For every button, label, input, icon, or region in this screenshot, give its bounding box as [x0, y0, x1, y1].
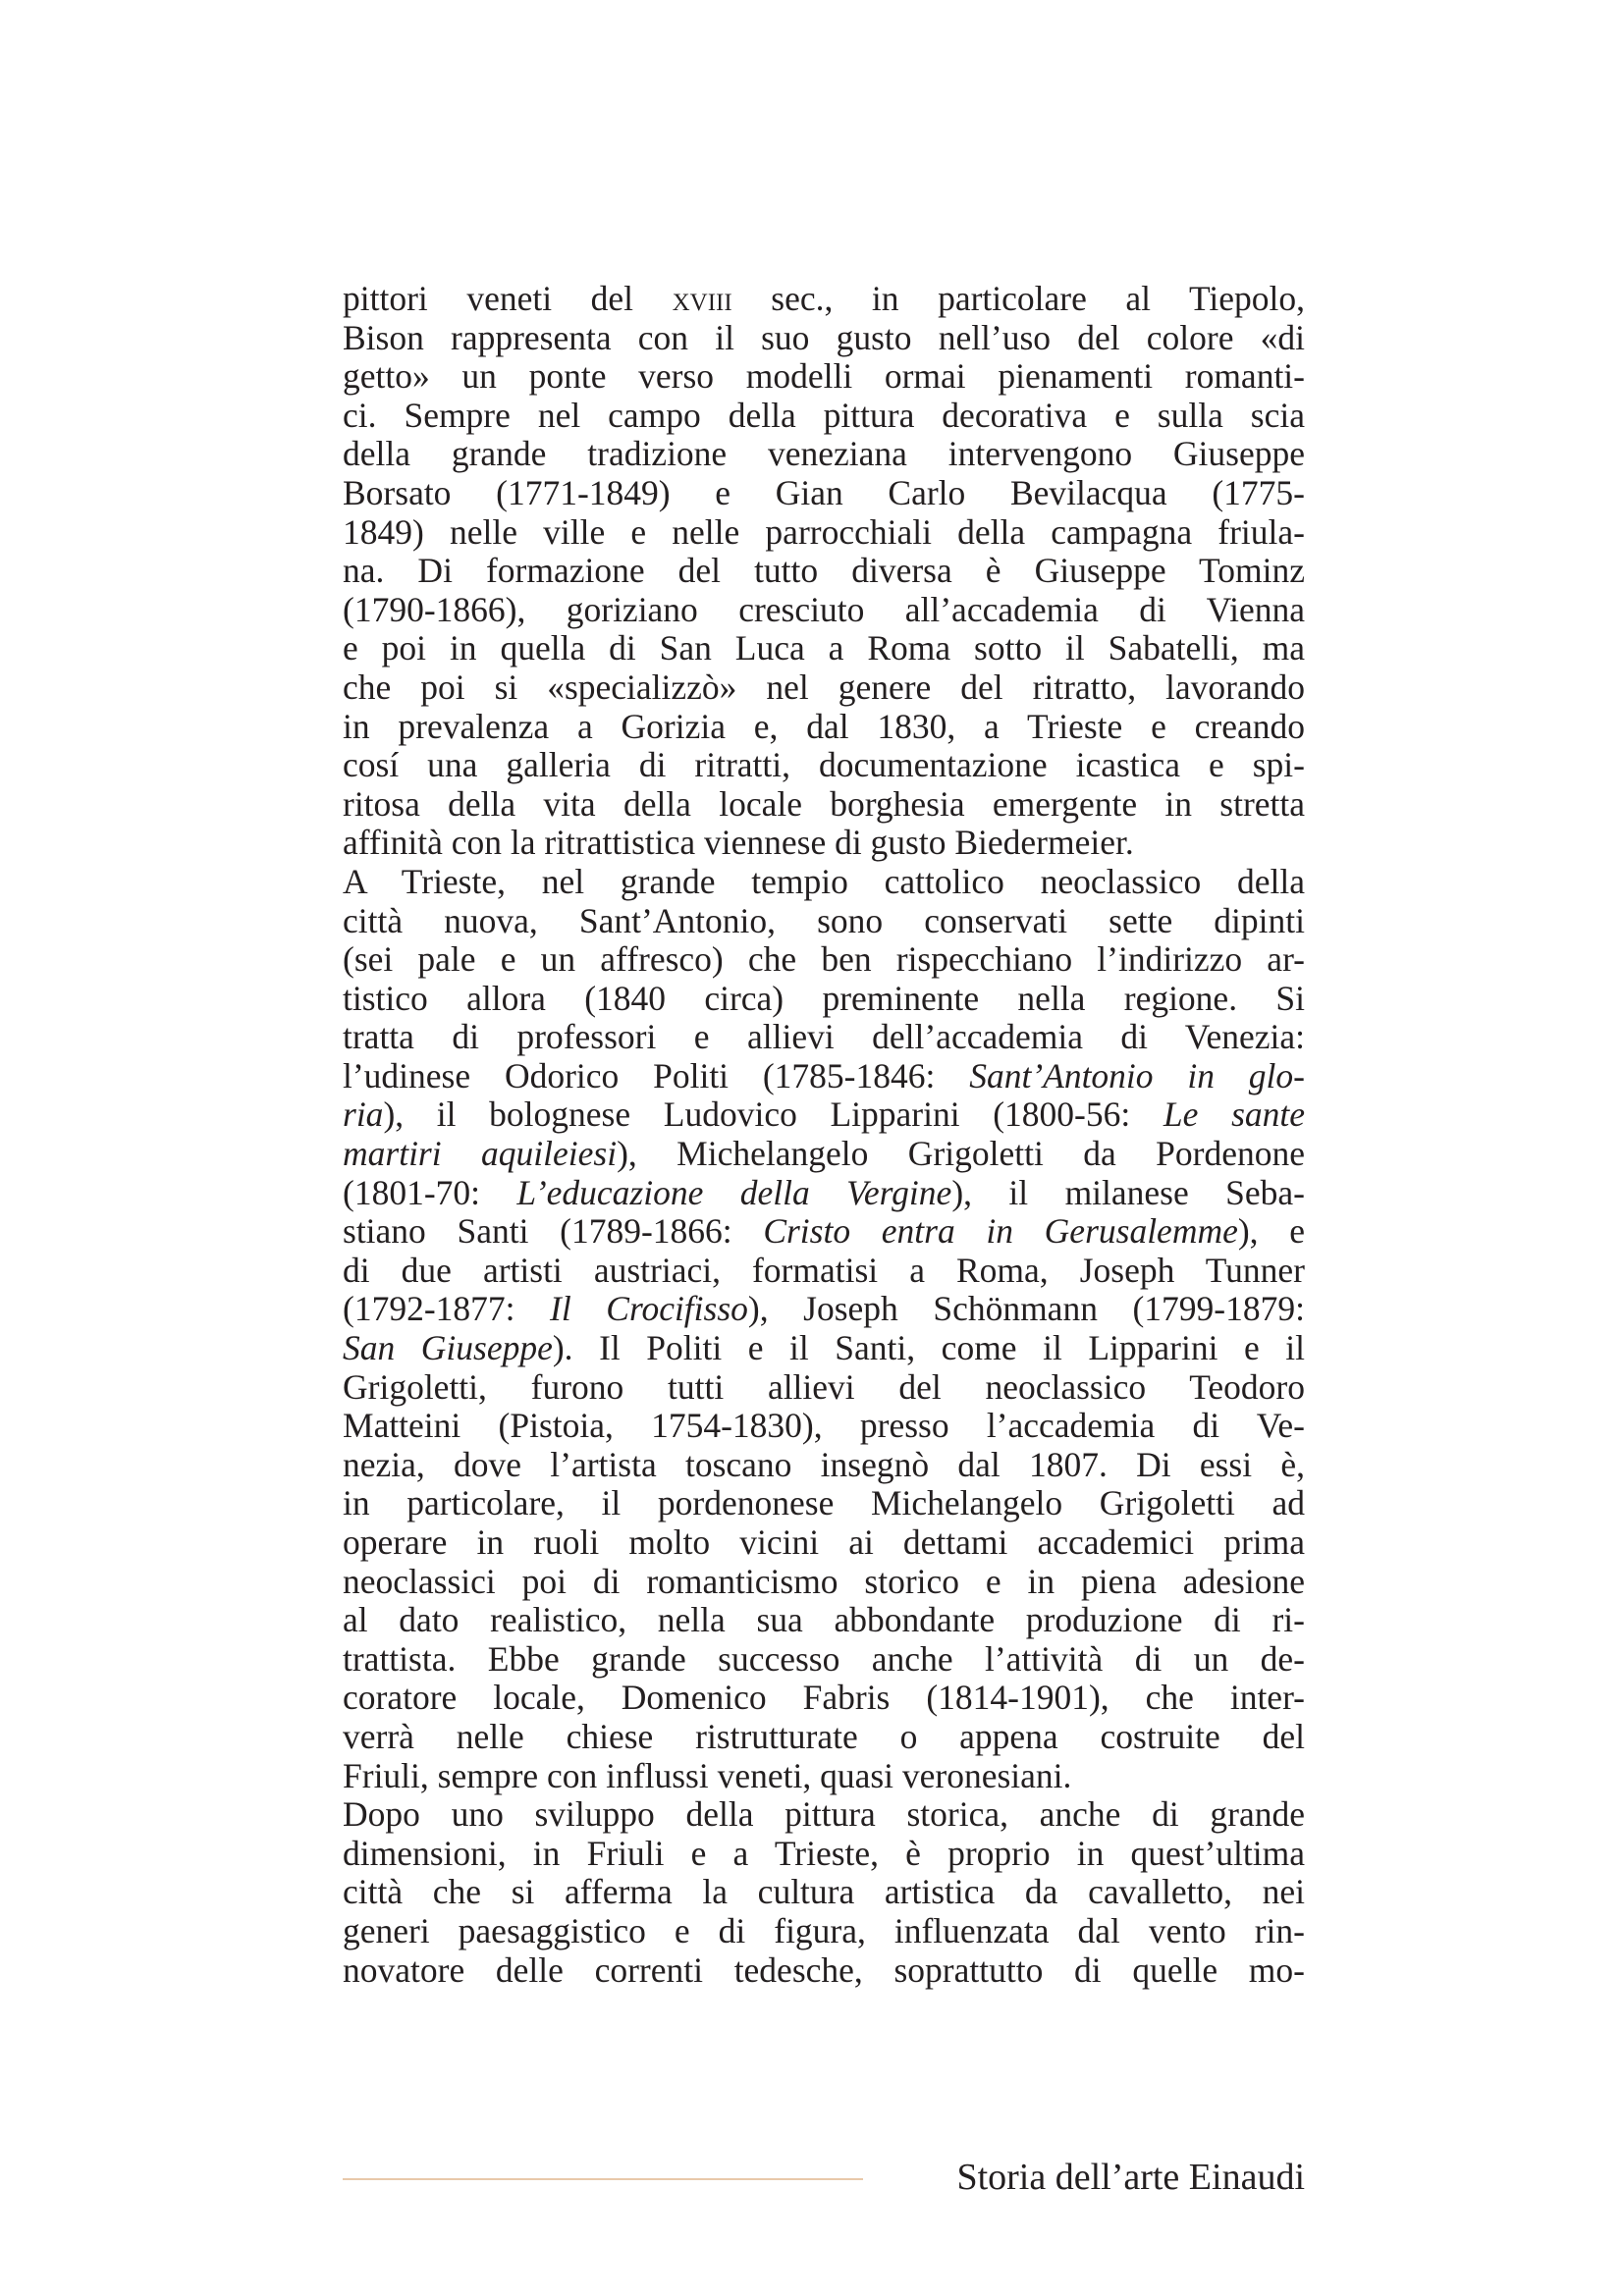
- text-run: di due artisti austriaci, formatisi a Roma, Joseph Tunner: [343, 1250, 1305, 1290]
- text-run: ). Il Politi e il Santi, come il Lipparini e il: [552, 1328, 1305, 1368]
- text-run: ritosa della vita della locale borghesia emergente in stretta: [343, 783, 1305, 824]
- italic-title: Cristo entra in Gerusalemme: [763, 1211, 1238, 1252]
- text-run: trattista. Ebbe grande successo anche l’attività di un de-: [343, 1638, 1305, 1679]
- text-run: (sei pale e un affresco) che ben rispecchiano l’indirizzo ar-: [343, 939, 1305, 980]
- text-line: [343, 435, 1305, 474]
- text-line: [343, 1407, 1305, 1446]
- text-line: [343, 474, 1305, 513]
- text-run: dimensioni, in Friuli e a Trieste, è proprio in quest’ultima: [343, 1833, 1305, 1873]
- text-run: pittori veneti del: [343, 279, 673, 318]
- text-line: [343, 1095, 1305, 1135]
- text-line: [343, 513, 1305, 553]
- text-run: (1801-70:: [343, 1172, 517, 1212]
- text-line: [343, 1951, 1305, 1991]
- text-line: [343, 746, 1305, 785]
- text-run: tistico allora (1840 circa) preminente nella regione. Si: [343, 978, 1305, 1018]
- text-line: [343, 708, 1305, 747]
- italic-title: San Giuseppe: [343, 1328, 553, 1368]
- text-line: [343, 1329, 1305, 1368]
- text-run: sec., in particolare al Tiepolo,: [731, 279, 1305, 318]
- text-run: tratta di professori e allievi dell’accademia di Venezia:: [343, 1017, 1305, 1057]
- text-run: 1849) nelle ville e nelle parrocchiali della campagna friula-: [343, 511, 1305, 552]
- text-line: [343, 1174, 1305, 1213]
- text-line: [343, 1640, 1305, 1680]
- text-line: [343, 1212, 1305, 1252]
- text-line: [343, 1679, 1305, 1718]
- italic-title: Sant’Antonio in glo-: [969, 1055, 1305, 1095]
- text-run: A Trieste, nel grande tempio cattolico neoclassico della: [343, 861, 1305, 901]
- text-line: [343, 591, 1305, 630]
- text-run: cosí una galleria di ritratti, documentazione icastica e spi-: [343, 745, 1305, 785]
- footer-title: Storia dell’arte Einaudi: [956, 2157, 1305, 2198]
- text-line: [343, 1835, 1305, 1874]
- text-line: [343, 824, 1305, 863]
- text-run: nezia, dove l’artista toscano insegnò dal 1807. Di essi è,: [343, 1444, 1305, 1484]
- text-line: [343, 1757, 1305, 1796]
- text-run: Grigoletti, furono tutti allievi del neoclassico Teodoro: [343, 1366, 1305, 1407]
- text-run: ), il bolognese Ludovico Lipparini (1800-56:: [383, 1095, 1163, 1135]
- text-run: getto» un ponte verso modelli ormai pienamenti romanti-: [343, 356, 1305, 397]
- text-line: [343, 1368, 1305, 1408]
- text-line: [343, 1795, 1305, 1835]
- text-run: novatore delle correnti tedesche, soprattutto di quelle mo-: [343, 1949, 1305, 1990]
- italic-title: Il Crocifisso: [550, 1289, 748, 1329]
- text-run: città nuova, Sant’Antonio, sono conservati sette dipinti: [343, 900, 1305, 940]
- text-run: ), e: [1237, 1211, 1305, 1252]
- text-run: ), Joseph Schönmann (1799-1879:: [747, 1289, 1305, 1329]
- text-line: [343, 1446, 1305, 1485]
- text-line: [343, 863, 1305, 902]
- text-run: ), Michelangelo Grigoletti da Pordenone: [617, 1134, 1305, 1174]
- text-run: in particolare, il pordenonese Michelangelo Grigoletti ad: [343, 1483, 1305, 1523]
- text-line: [343, 1057, 1305, 1096]
- text-line: [343, 280, 1305, 319]
- text-run: Bison rappresenta con il suo gusto nell’uso del colore «di: [343, 317, 1305, 357]
- text-line: [343, 1484, 1305, 1523]
- text-run: (1790-1866), goriziano cresciuto all’accademia di Vienna: [343, 589, 1305, 629]
- text-run: Borsato (1771-1849) e Gian Carlo Bevilacqua (1775-: [343, 472, 1305, 512]
- italic-title: Le sante: [1163, 1095, 1305, 1135]
- text-run: affinità con la ritrattistica viennese di gusto Biedermeier.: [343, 823, 1134, 863]
- text-run: ci. Sempre nel campo della pittura decorativa e sulla scia: [343, 395, 1305, 435]
- text-line: [343, 940, 1305, 980]
- text-run: Matteini (Pistoia, 1754-1830), presso l’accademia di Ve-: [343, 1406, 1305, 1446]
- text-run: operare in ruoli molto vicini ai dettami accademici prima: [343, 1522, 1305, 1562]
- text-run: città che si afferma la cultura artistica da cavalletto, nei: [343, 1872, 1305, 1912]
- text-run: al dato realistico, nella sua abbondante produzione di ri-: [343, 1600, 1305, 1640]
- text-line: [343, 1018, 1305, 1057]
- text-line: [343, 1912, 1305, 1951]
- text-line: [343, 629, 1305, 668]
- text-line: [343, 1873, 1305, 1912]
- text-run: (1792-1877:: [343, 1289, 551, 1329]
- text-line: [343, 980, 1305, 1019]
- text-line: [343, 1252, 1305, 1291]
- text-line: [343, 1135, 1305, 1174]
- body-text: [343, 280, 1305, 1990]
- text-run: l’udinese Odorico Politi (1785-1846:: [343, 1055, 970, 1095]
- italic-title: ria: [343, 1095, 384, 1135]
- text-line: [343, 1718, 1305, 1757]
- text-line: [343, 397, 1305, 436]
- text-line: [343, 785, 1305, 825]
- text-line: [343, 902, 1305, 941]
- text-run: della grande tradizione veneziana intervengono Giuseppe: [343, 434, 1305, 474]
- text-line: [343, 357, 1305, 397]
- text-line: [343, 1563, 1305, 1602]
- text-run: stiano Santi (1789-1866:: [343, 1211, 764, 1252]
- text-run: e poi in quella di San Luca a Roma sotto il Sabatelli, ma: [343, 628, 1305, 668]
- roman-numeral: xviii: [672, 279, 732, 318]
- italic-title: martiri aquileiesi: [343, 1134, 618, 1174]
- text-run: na. Di formazione del tutto diversa è Giuseppe Tominz: [343, 551, 1305, 591]
- footer-rule: [343, 2178, 863, 2180]
- text-run: in prevalenza a Gorizia e, dal 1830, a Trieste e creando: [343, 706, 1305, 746]
- text-run: verrà nelle chiese ristrutturate o appena costruite del: [343, 1716, 1305, 1756]
- text-line: [343, 552, 1305, 591]
- text-run: neoclassici poi di romanticismo storico e in piena adesione: [343, 1561, 1305, 1601]
- text-run: Friuli, sempre con influssi veneti, quasi veronesiani.: [343, 1755, 1072, 1795]
- text-line: [343, 1601, 1305, 1640]
- text-line: [343, 1523, 1305, 1563]
- text-run: Dopo uno sviluppo della pittura storica, anche di grande: [343, 1794, 1305, 1835]
- text-line: [343, 668, 1305, 708]
- text-run: ), il milanese Seba-: [951, 1172, 1305, 1212]
- text-run: coratore locale, Domenico Fabris (1814-1901), che inter-: [343, 1678, 1305, 1718]
- text-line: [343, 319, 1305, 358]
- text-run: che poi si «specializzò» nel genere del ritratto, lavorando: [343, 667, 1305, 707]
- text-line: [343, 1290, 1305, 1329]
- text-run: generi paesaggistico e di figura, influenzata dal vento rin-: [343, 1910, 1305, 1950]
- italic-title: L’educazione della Vergine: [516, 1172, 952, 1212]
